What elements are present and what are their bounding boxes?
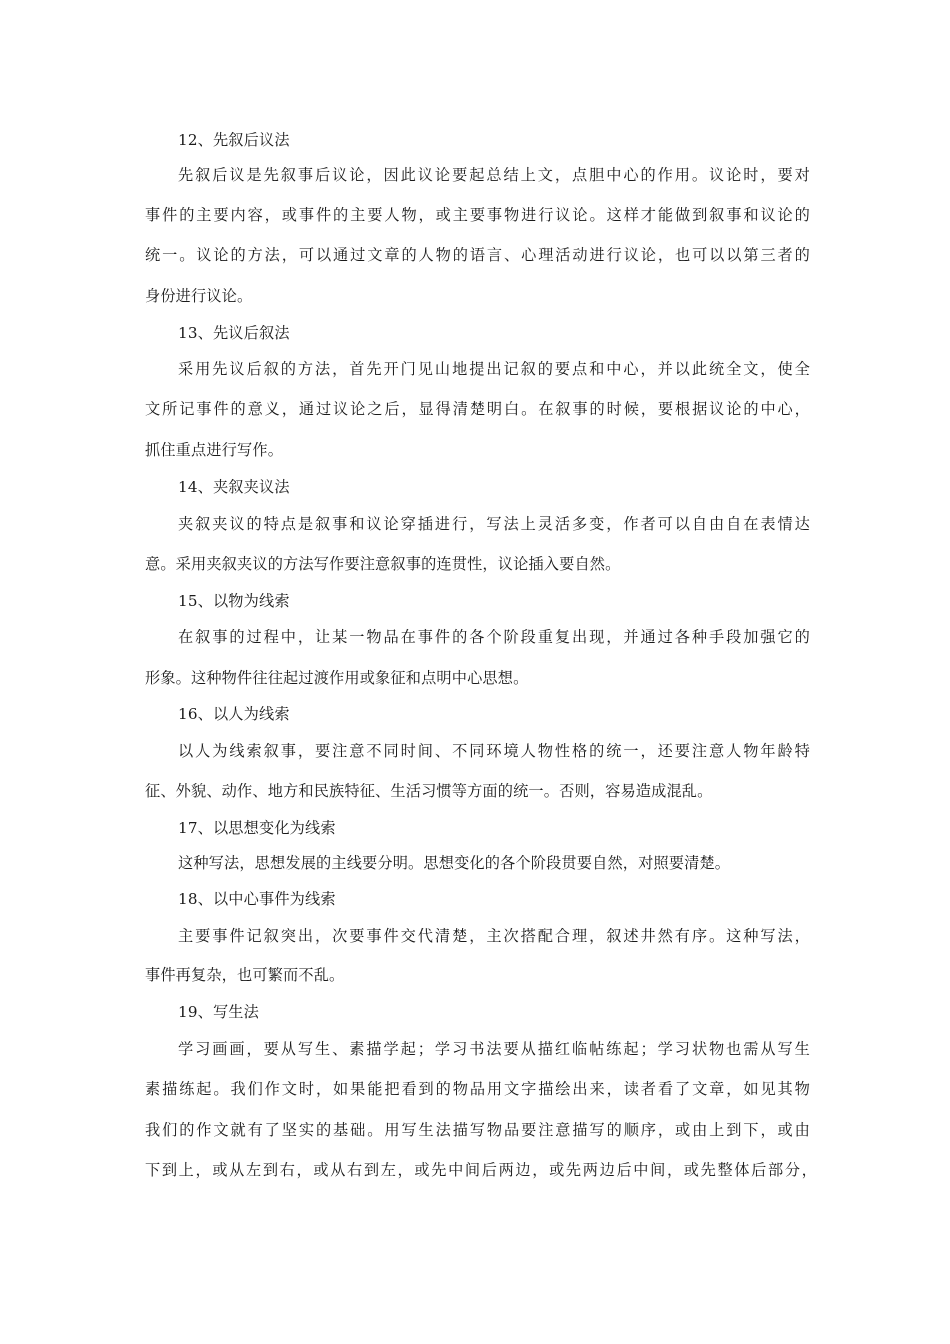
paragraph-line: 身份进行议论。: [145, 287, 253, 305]
section-heading: 12、先叙后议法: [178, 131, 290, 149]
paragraph-line: 抓住重点进行写作。: [145, 441, 284, 459]
paragraph-line: 素描练起。我们作文时，如果能把看到的物品用文字描绘出来，读者看了文章，如见其物: [145, 1080, 810, 1098]
paragraph-line: 征、外貌、动作、地方和民族特征、生活习惯等方面的统一。否则，容易造成混乱。: [145, 782, 713, 800]
section-heading: 13、先议后叙法: [178, 324, 290, 342]
paragraph-line: 在叙事的过程中，让某一物品在事件的各个阶段重复出现，并通过各种手段加强它的: [178, 628, 810, 646]
paragraph-line: 以人为线索叙事，要注意不同时间、不同环境人物性格的统一，还要注意人物年龄特: [178, 742, 810, 760]
paragraph-line: 我们的作文就有了坚实的基础。用写生法描写物品要注意描写的顺序，或由上到下，或由: [145, 1121, 810, 1139]
section-heading: 16、以人为线索: [178, 705, 290, 723]
paragraph-line: 事件的主要内容，或事件的主要人物，或主要事物进行议论。这样才能做到叙事和议论的: [145, 206, 810, 224]
paragraph-line: 先叙后议是先叙事后议论，因此议论要起总结上文，点胆中心的作用。议论时，要对: [178, 166, 810, 184]
paragraph-line: 采用先议后叙的方法，首先开门见山地提出记叙的要点和中心，并以此统全文，使全: [178, 360, 810, 378]
section-heading: 19、写生法: [178, 1003, 259, 1021]
section-heading: 17、以思想变化为线索: [178, 819, 336, 837]
paragraph-line: 文所记事件的意义，通过议论之后，显得清楚明白。在叙事的时候，要根据议论的中心，: [145, 400, 810, 418]
paragraph-line: 这种写法，思想发展的主线要分明。思想变化的各个阶段贯要自然，对照要清楚。: [178, 854, 731, 872]
paragraph-line: 统一。议论的方法，可以通过文章的人物的语言、心理活动进行议论，也可以以第三者的: [145, 246, 810, 264]
paragraph-line: 夹叙夹议的特点是叙事和议论穿插进行，写法上灵活多变，作者可以自由自在表情达: [178, 515, 810, 533]
paragraph-line: 形象。这种物件往往起过渡作用或象征和点明中心思想。: [145, 669, 529, 687]
section-heading: 15、以物为线索: [178, 592, 290, 610]
paragraph-line: 事件再复杂，也可繁而不乱。: [145, 966, 345, 984]
paragraph-line: 下到上，或从左到右，或从右到左，或先中间后两边，或先两边后中间，或先整体后部分，: [145, 1161, 817, 1179]
paragraph-line: 主要事件记叙突出，次要事件交代清楚，主次搭配合理，叙述井然有序。这种写法，: [178, 927, 810, 945]
section-heading: 18、以中心事件为线索: [178, 890, 336, 908]
paragraph-line: 意。采用夹叙夹议的方法写作要注意叙事的连贯性，议论插入要自然。: [145, 555, 621, 573]
section-heading: 14、夹叙夹议法: [178, 478, 290, 496]
paragraph-line: 学习画画，要从写生、素描学起；学习书法要从描红临帖练起；学习状物也需从写生: [178, 1040, 810, 1058]
